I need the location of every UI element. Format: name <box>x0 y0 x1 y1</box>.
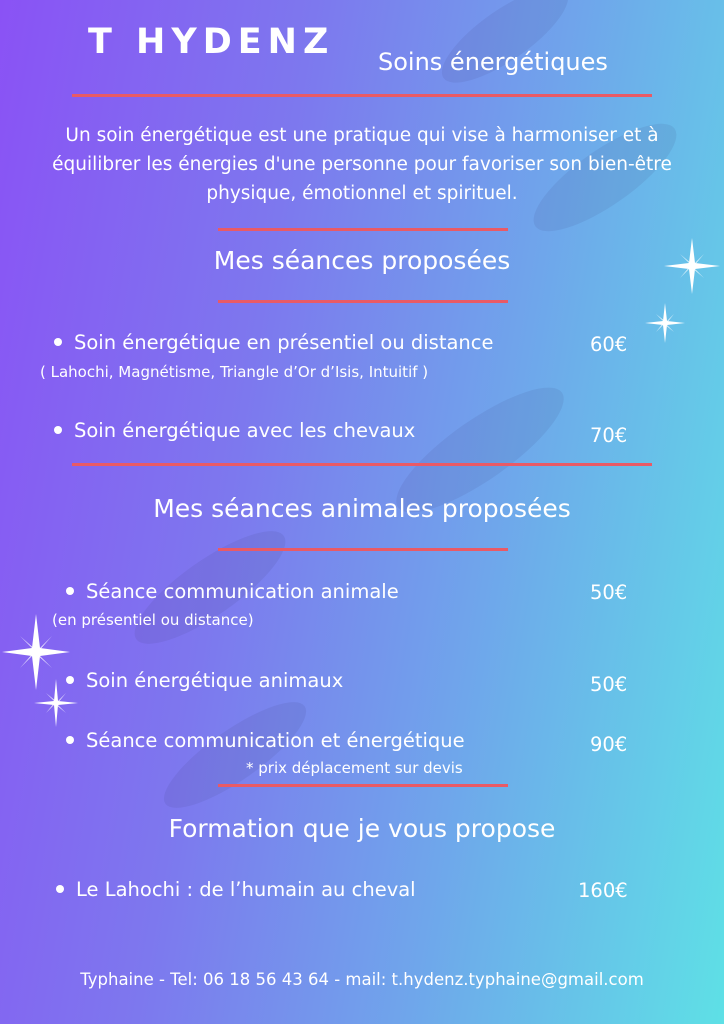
header-divider <box>72 94 652 97</box>
item-price: 70€ <box>590 424 628 447</box>
section-divider <box>218 300 508 303</box>
bullet-icon <box>54 338 62 346</box>
item-price: 50€ <box>590 673 628 696</box>
intro-text: Un soin énergétique est une pratique qui vise à harmoniser et à équilibrer les énergies d'une personne pour favoriser son bien-être physique, émotionnel et spirituel. <box>52 125 672 204</box>
item-note: ( Lahochi, Magnétisme, Triangle d’Or d’Isis, Intuitif ) <box>40 363 429 381</box>
item-label: Séance communication et énergétique <box>86 729 465 752</box>
bullet-icon <box>66 736 74 744</box>
section-divider <box>218 548 508 551</box>
item-price: 60€ <box>590 333 628 356</box>
bullet-icon <box>66 587 74 595</box>
item-note: * prix déplacement sur devis <box>246 759 463 777</box>
list-item <box>54 331 494 354</box>
animal-sessions-title: Mes séances animales proposées <box>153 494 571 523</box>
list-item <box>56 878 416 901</box>
section-divider <box>72 463 652 466</box>
bullet-icon <box>56 885 64 893</box>
item-price: 50€ <box>590 581 628 604</box>
item-note: (en présentiel ou distance) <box>52 611 254 629</box>
item-label: Séance communication animale <box>86 580 399 603</box>
background-leaf <box>151 686 319 824</box>
list-item <box>66 729 465 752</box>
section-divider <box>218 228 508 231</box>
item-label: Soin énergétique en présentiel ou distance <box>74 331 494 354</box>
contact-footer: Typhaine - Tel: 06 18 56 43 64 - mail: t.hydenz.typhaine@gmail.com <box>80 970 644 989</box>
sparkle-icon <box>662 236 722 296</box>
list-item <box>66 580 399 603</box>
bullet-icon <box>54 426 62 434</box>
item-label: Soin énergétique avec les chevaux <box>74 419 416 442</box>
sessions-title: Mes séances proposées <box>213 246 511 275</box>
sparkle-icon <box>32 678 80 728</box>
item-label: Soin énergétique animaux <box>86 669 344 692</box>
brand-title: T HYDENZ <box>88 22 335 62</box>
training-title: Formation que je vous propose <box>168 814 556 843</box>
list-item <box>54 419 415 442</box>
item-price: 90€ <box>590 733 628 756</box>
section-divider <box>218 784 508 787</box>
list-item <box>66 669 343 692</box>
item-price: 160€ <box>578 879 628 902</box>
sparkle-icon <box>644 302 686 344</box>
item-label: Le Lahochi : de l’humain au cheval <box>76 878 416 901</box>
page-subtitle: Soins énergétiques <box>378 48 608 76</box>
